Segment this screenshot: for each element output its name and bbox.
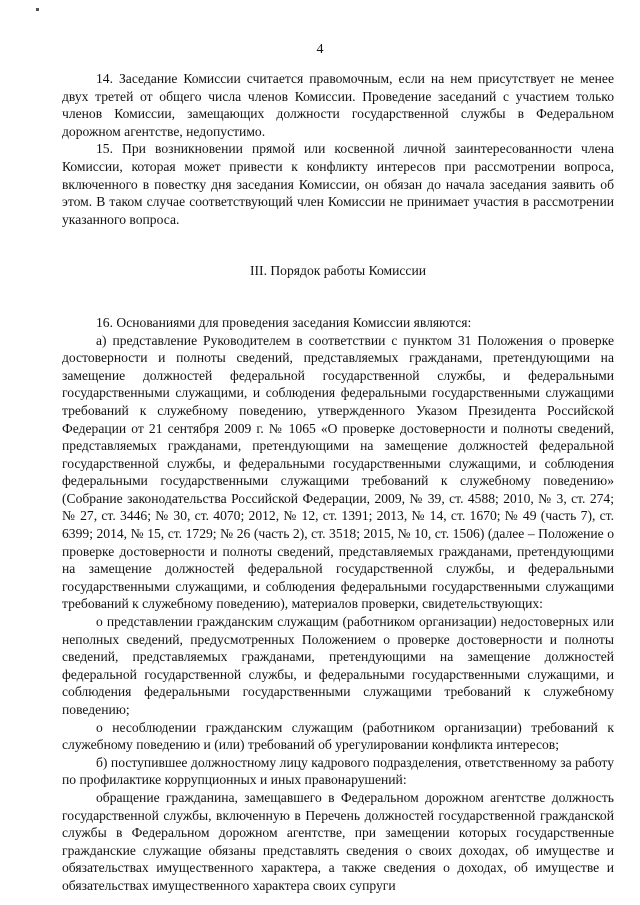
page-number: 4 <box>316 42 324 57</box>
scan-mark <box>36 8 39 11</box>
paragraph-16b: б) поступившее должностному лицу кадрового подразделения, ответственному за работу по профилактике коррупционных и иных правонарушений: <box>62 754 614 788</box>
section-heading: III. Порядок работы Комиссии <box>249 263 426 279</box>
paragraph-16a: а) представление Руководителем в соответствии с пунктом 31 Положения о проверке достоверности и полноты сведений, представляемых гражданами, претендующими на замещение должностей федеральной государственной службы, и федеральными государственными служащими, и соблюдения федеральными государственными служащими требований к служебному поведению, утвержденного Указом Президента Российской Федерации от 21 сентября 2009 г. № 1065 «О проверке достоверности и полноты сведений, представляемых гражданами, претендующими на замещение должностей федеральной государственной службы, и федеральными государственными служащими, и соблюдения федеральными государственными служащими требований к служебному поведению» (Собрание законодательства Российской Федерации, 2009, № 39, ст. 4588; 2010, № 3, ст. 274; № 27, ст. 3446; № 30, ст. 4070; 2012, № 12, ст. 1391; 2013, № 14, ст. 1670; № 49 (часть 7), ст. 6399; 2014, № 15, ст. 1729; № 26 (часть 2), ст. 3518; 2015, № 10, ст. 1506) (далее – Положение о проверке достоверности и полноты сведений, представляемых гражданами, претендующими на замещение должностей федеральной государственной службы, и федеральными государственными служащими, и соблюдения федеральными государственными служащими требований к служебному поведению), материалов проверки, свидетельствующих: <box>62 332 614 612</box>
paragraph-16a-item-1: о представлении гражданским служащим (работником организации) недостоверных или неполных сведений, предусмотренных Положением о проверке достоверности и полноты сведений, представляемых гражданами, претендующими на замещение должностей федеральной государственной службы, и федеральными государственными служащими, и соблюдения федеральными государственными служащими требований к служебному поведению; <box>62 614 614 717</box>
paragraph-15: 15. При возникновении прямой или косвенной личной заинтересованности члена Комиссии, которая может привести к конфликту интересов при рассмотрении вопроса, включенного в повестку дня заседания Комиссии, он обязан до начала заседания заявить об этом. В таком случае соответствующий член Комиссии не принимает участия в рассмотрении указанного вопроса. <box>62 141 614 227</box>
paragraph-16a-item-2: о несоблюдении гражданским служащим (работником организации) требований к служебному поведению и (или) требований об урегулировании конфликта интересов; <box>62 719 614 753</box>
document-body <box>62 70 614 895</box>
paragraph-16b-item-1: обращение гражданина, замещавшего в Федеральном дорожном агентстве должность государственной службы, включенную в Перечень должностей государственной гражданской службы в Федеральном дорожном агентстве, при замещении которых государственные гражданские служащие обязаны представлять сведения о своих доходах, об имуществе и обязательствах имущественного характера, а также сведения о доходах, об имуществе и обязательствах имущественного характера своих супруги <box>62 789 614 893</box>
paragraph-16: 16. Основаниями для проведения заседания Комиссии являются: <box>96 314 472 330</box>
paragraph-14: 14. Заседание Комиссии считается правомочным, если на нем присутствует не менее двух третей от общего числа членов Комиссии. Проведение заседаний с участием только членов Комиссии, замещающих должности государственной службы в Федеральном дорожном агентстве, недопустимо. <box>62 71 614 139</box>
